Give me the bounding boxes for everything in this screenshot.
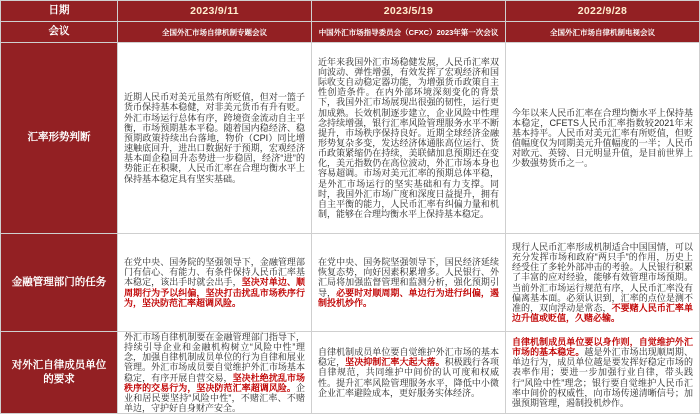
cell-regulator-tasks-col1 — [118, 234, 311, 331]
cell-text: 自律机制成员单位要以身作则，自觉维护外汇市场的基本稳定。越是外汇市场出现顺周期、单边行为，成员单位越是要发挥好稳定市场的表率作用；要进一步加强行业自律，带头践行“风险中性”理念；银行要自觉维护人民币汇率中间价的权威性，向市场传递清晰信号；加强预期管理，遏制投机炒作。 — [512, 336, 693, 408]
cell-text: 近年来我国外汇市场稳健发展，人民币汇率双向波动、弹性增强，有效发挥了宏观经济和国际收支自动稳定器功能，为增强货币政策自主性创造条件。在内外部环境深刻变化的背景下，我国外汇市场展现出很强的韧性，运行更加成熟。长效机制逐步建立，企业风险中性理念持续增强，银行汇率风险管理服务水平不断提升，市场秩序保持良好。近期全球经济金融形势复杂多变，发达经济体通胀高位运行、货币政策紧缩仍在持续，美联储加息预期还在变化，美元指数仍在高位波动，外汇市场本身也容易超调。市场对美元汇率的预期总体平稳，是外汇市场运行的坚实基础和有力支撑。同时，我国外汇市场广度和深度日益提升，拥有自主平衡的能力，人民币汇率有纠偏力量和机制，能够在合理均衡水平上保持基本稳定。 — [318, 56, 499, 220]
date-cell-2023-09-11: 2023/9/11 — [118, 1, 311, 21]
row-header-date — [1, 1, 117, 21]
row-label-member-requirements-text: 对外汇自律成员单位的要求 — [11, 359, 107, 385]
cell-text: 自律机制成员单位要自觉维护外汇市场的基本稳定，坚决抑制汇率大起大落。积极践行各项自律规范，共同维护中间价的认可度和权威性。提升汇率风险管理服务水平，降低中小微企业汇率避险成本，更好服务实体经济。 — [318, 347, 499, 398]
date-cell-2023-05-19: 2023/5/19 — [312, 1, 505, 21]
cell-member-requirements-col1 — [118, 332, 311, 413]
cell-text: 在党中央、国务院坚强领导下，国民经济延续恢复态势，向好因素积累增多。人民银行、外汇局将加强监督管理和监测分析，强化预期引导，必要时对顺周期、单边行为进行纠偏，遏制投机炒作。 — [318, 257, 499, 308]
cell-regulator-tasks-col2 — [312, 234, 505, 331]
cell-text: 外汇市场自律机制要在金融管理部门指导下，持续引导企业和金融机构树立“风险中性”理念，加强自律机制成员单位的行为自律和展业管理。外汇市场成员要自觉维护外汇市场基本稳定，有序开展自营交易，坚决杜绝扰乱市场秩序的交易行为，坚决防范汇率超调风险。企业和居民要坚持“风险中性”，不赌汇率、不赌单边，守护好自身财产安全。 — [124, 332, 305, 413]
cell-rate-assessment-col3 — [506, 43, 699, 233]
meeting-cell-2: 中国外汇市场指导委员会（CFXC）2023年第一次会议 — [312, 22, 505, 42]
cell-text: 近期人民币对美元虽然有所贬值，但对一篮子货币保持基本稳健，对非美元货币有升有贬。外汇市场运行总体有序，跨境资金流动自主平衡，市场预期基本平稳。随着国内稳经济、稳预期政策持续出台落地，物价（CPI）同比增速触底回升，进出口数据好于预期，宏观经济基本面企稳回升态势进一步稳固，经济“进”的势能正在积聚，人民币汇率在合理均衡水平上保持基本稳定具有坚实基础。 — [124, 92, 305, 184]
row-label-rate-assessment — [1, 43, 117, 233]
meeting-cell-3: 全国外汇市场自律机制电视会议 — [506, 22, 699, 42]
meeting-cell-1: 全国外汇市场自律机制专题会议 — [118, 22, 311, 42]
row-header-meeting-label: 会议 — [48, 25, 70, 38]
cell-text: 在党中央、国务院的坚强领导下，金融管理部门有信心、有能力、有条件保持人民币汇率基本稳定，该出手时就会出手，坚决对单边、顺周期行为予以纠偏，坚决打击扰乱市场秩序行为，坚决防范汇率超调风险。 — [124, 257, 305, 308]
row-label-member-requirements — [1, 332, 117, 413]
row-label-regulator-tasks-text: 金融管理部门的任务 — [11, 275, 107, 288]
cell-text: 今年以来人民币汇率在合理均衡水平上保持基本稳定，CFETS人民币汇率指数较2021年末基本持平。人民币对美元汇率有所贬值，但贬值幅度仅为同期美元升值幅度的一半；人民币对欧元、英镑、日元明显升值，是目前世界上少数强势货币之一。 — [512, 107, 693, 169]
row-label-regulator-tasks — [1, 234, 117, 331]
date-cell-2022-09-28: 2022/9/28 — [506, 1, 699, 21]
row-header-date-label: 日期 — [48, 4, 70, 17]
row-header-meeting — [1, 22, 117, 42]
cell-member-requirements-col2 — [312, 332, 505, 413]
cell-rate-assessment-col1 — [118, 43, 311, 233]
cell-member-requirements-col3 — [506, 332, 699, 413]
cell-text: 现行人民币汇率形成机制适合中国国情，可以充分发挥市场和政府“两只手”的作用，历史上经受住了多轮外部冲击的考验。人民银行积累了丰富的应对经验，能够有效管理市场预期。当前外汇市场运行规范有序，人民币汇率没有偏离基本面。必须认识到，汇率的点位是测不准的，双向浮动是常态，不要赌人民币汇率单边升值或贬值，久赌必输。 — [512, 241, 693, 323]
row-label-rate-assessment-text: 汇率形势判断 — [27, 131, 91, 144]
cell-regulator-tasks-col3 — [506, 234, 699, 331]
cell-rate-assessment-col2 — [312, 43, 505, 233]
